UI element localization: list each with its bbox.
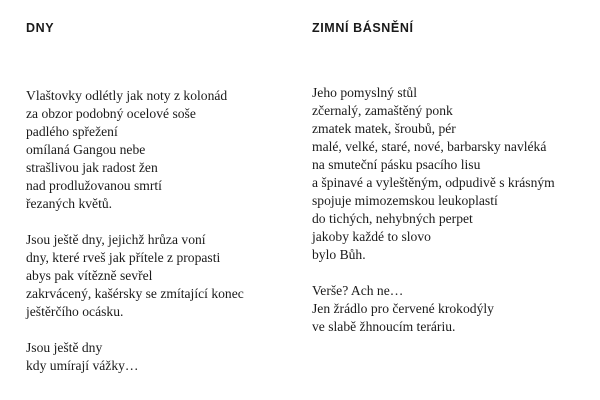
verse-line: Vlaštovky odlétly jak noty z kolonád <box>26 88 228 103</box>
verse-line: kdy umírají vážky… <box>26 358 139 373</box>
verse-line: zmatek matek, šroubů, pér <box>312 121 456 136</box>
stanza <box>26 87 244 213</box>
verse-line: nad prodlužovanou smrtí <box>26 178 162 193</box>
stanza <box>26 231 244 321</box>
verse-line: na smuteční pásku psacího lisu <box>312 157 481 172</box>
verse-line: dny, které rveš jak přítele z propasti <box>26 250 221 265</box>
verse-line: řezaných květů. <box>26 196 113 211</box>
stanza <box>312 84 555 264</box>
poem-body <box>312 84 555 354</box>
poem-body <box>26 87 244 393</box>
poem-title: ZIMNÍ BÁSNĚNÍ <box>312 21 414 35</box>
verse-line: jakoby každé to slovo <box>312 229 431 244</box>
verse-line: bylo Bůh. <box>312 247 366 262</box>
stanza <box>312 282 555 336</box>
verse-line: strašlivou jak radost žen <box>26 160 158 175</box>
verse-line: malé, velké, staré, nové, barbarsky navléká <box>312 139 547 154</box>
verse-line: a špinavé a vyleštěným, odpudivě s krásným <box>312 175 555 190</box>
verse-line: abys pak vítězně sevřel <box>26 268 153 283</box>
verse-line: Jsou ještě dny, jejichž hrůza voní <box>26 232 206 247</box>
verse-line: do tichých, nehybných perpet <box>312 211 473 226</box>
verse-line: Verše? Ach ne… <box>312 283 404 298</box>
verse-line: ve slabě žhnoucím teráriu. <box>312 319 456 334</box>
stanza <box>26 339 244 375</box>
verse-line: zakrvácený, kašérsky se zmítající konec <box>26 286 244 301</box>
verse-line: padlého spřežení <box>26 124 118 139</box>
verse-line: Jeho pomyslný stůl <box>312 85 417 100</box>
verse-line: za obzor podobný ocelové soše <box>26 106 196 121</box>
verse-line: zčernalý, zamaštěný ponk <box>312 103 453 118</box>
verse-line: ještěrčího ocásku. <box>26 304 124 319</box>
verse-line: Jsou ještě dny <box>26 340 103 355</box>
verse-line: spojuje mimozemskou leukoplastí <box>312 193 498 208</box>
poem-title: DNY <box>26 21 55 35</box>
verse-line: Jen žrádlo pro červené krokodýly <box>312 301 494 316</box>
verse-line: omílaná Gangou nebe <box>26 142 146 157</box>
